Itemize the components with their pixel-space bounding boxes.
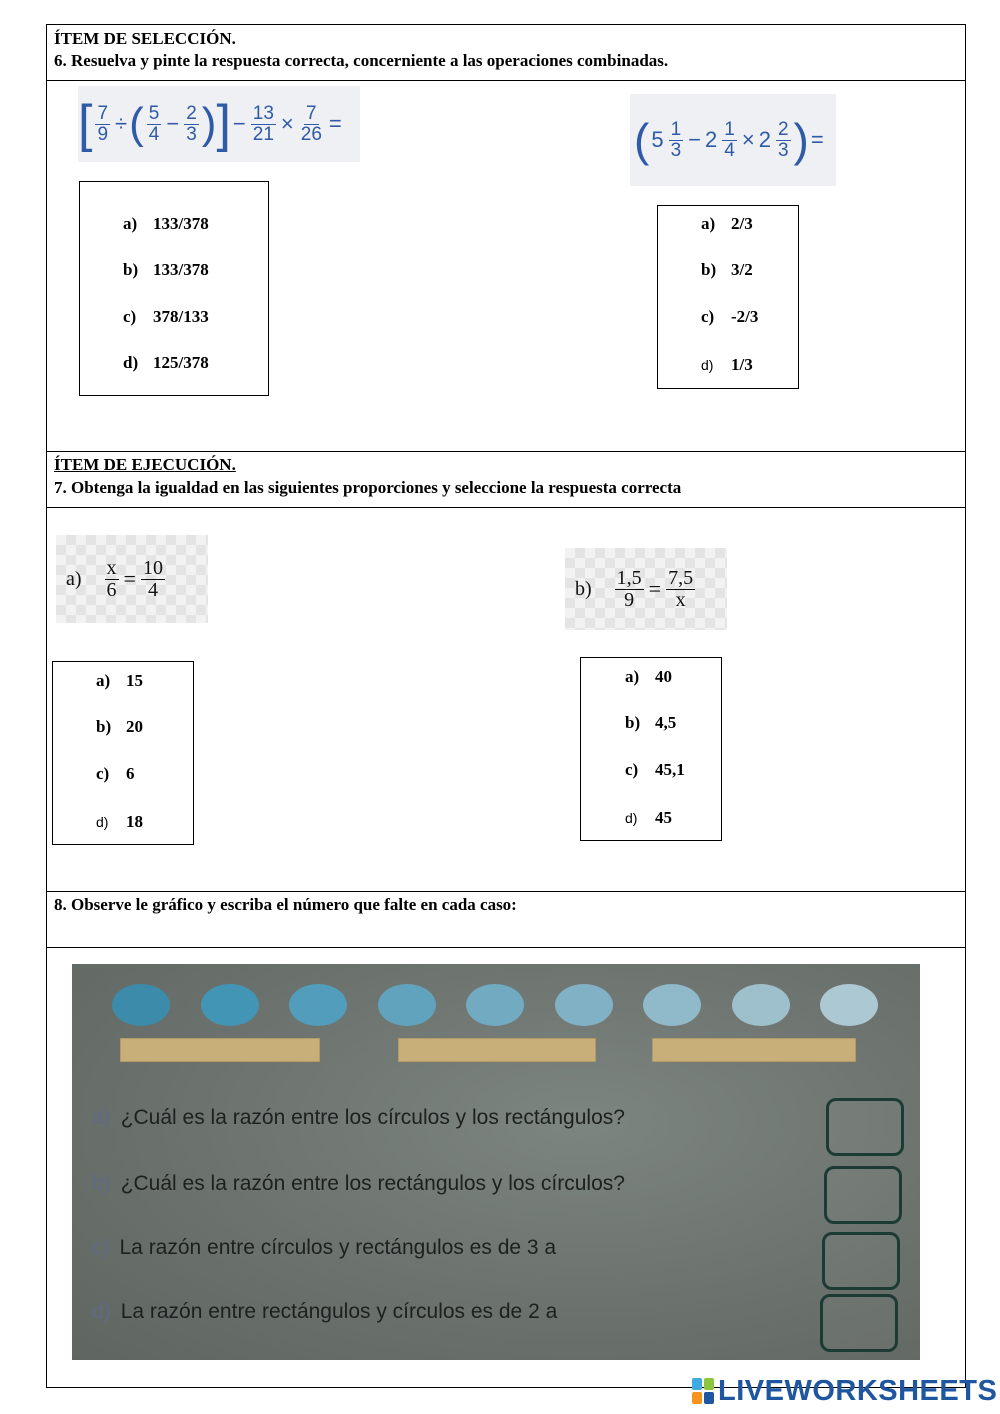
row-divider [46,80,966,81]
formula-right-q6: ( 5 $\frac{1}{3}$ − 2 $\frac{1}{4}$ × 2 $\frac{2}{3}$ ) = [630,94,836,186]
item-execution-title: ÍTEM DE EJECUCIÓN. [54,455,236,474]
q8-question-a: a) ¿Cuál es la razón entre los círculos y los rectángulos? [92,1106,625,1129]
question-6: 6. Resuelva y pinte la respuesta correcta, concerniente a las operaciones combinadas. [54,51,669,70]
q8-question-c: c) La razón entre círculos y rectángulos es de 3 a [92,1236,557,1259]
option-q7-left-a[interactable]: a) 15 [96,671,143,690]
answer-box-d[interactable] [820,1294,898,1352]
circle-shape [378,984,436,1026]
option-q6-left-d[interactable]: d) 125/378 [123,353,209,372]
option-q6-right-a[interactable]: a) 2/3 [701,214,753,233]
answer-box-a[interactable] [826,1098,904,1156]
row-divider [46,451,966,452]
row-divider [46,891,966,892]
circle-shape [466,984,524,1026]
formula-left-q7: a) $\frac{x}{6}$ = $\frac{10}{4}$ [56,535,208,623]
answer-box-c[interactable] [822,1232,900,1290]
ratio-picture [72,964,920,1360]
formula-right-q7: b) $\frac{1,5}{9}$ = $\frac{7,5}{x}$ [565,548,727,630]
circle-shape [289,984,347,1026]
option-q6-left-c[interactable]: c) 378/133 [123,307,209,326]
circle-shape [732,984,790,1026]
circle-shape [820,984,878,1026]
option-q6-right-b[interactable]: b) 3/2 [701,260,753,279]
row-divider [46,947,966,948]
row-divider [46,507,966,508]
rectangle-shape [398,1038,596,1062]
item-selection-title: ÍTEM DE SELECCIÓN. [54,29,236,48]
logo-mark-icon [692,1378,714,1404]
liveworksheets-logo: LIVEWORKSHEETS [692,1374,997,1408]
option-q7-left-b[interactable]: b) 20 [96,717,143,736]
option-q7-right-c[interactable]: c) 45,1 [625,760,685,779]
option-q7-left-d[interactable]: d) 18 [96,812,143,831]
circle-shape [643,984,701,1026]
question-8: 8. Observe le gráfico y escriba el número que falte en cada caso: [54,895,517,914]
option-q6-left-b[interactable]: b) 133/378 [123,260,209,279]
circle-shape [112,984,170,1026]
option-q7-right-d[interactable]: d) 45 [625,808,672,827]
option-q7-left-c[interactable]: c) 6 [96,764,135,783]
option-q6-right-c[interactable]: c) -2/3 [701,307,759,326]
option-q7-right-a[interactable]: a) 40 [625,667,672,686]
option-q7-right-b[interactable]: b) 4,5 [625,713,677,732]
question-7: 7. Obtenga la igualdad en las siguientes proporciones y seleccione la respuesta correcta [54,478,682,497]
circle-shape [555,984,613,1026]
answer-box-b[interactable] [824,1166,902,1224]
q8-question-d: d) La razón entre rectángulos y círculos es de 2 a [92,1300,558,1323]
rectangle-shape [652,1038,856,1062]
q8-question-b: b) ¿Cuál es la razón entre los rectángulos y los círculos? [92,1172,625,1195]
rectangle-shape [120,1038,320,1062]
option-q6-left-a[interactable]: a) 133/378 [123,214,209,233]
formula-left-q6: [ $\frac{7}{9}$ ÷ ( $\frac{5}{4}$ − $\frac{2}{3}$ ) ] − $\frac{13}{21}$ × $\frac{7}{26}$ = [78,86,360,162]
circle-shape [201,984,259,1026]
option-q6-right-d[interactable]: d) 1/3 [701,355,753,374]
